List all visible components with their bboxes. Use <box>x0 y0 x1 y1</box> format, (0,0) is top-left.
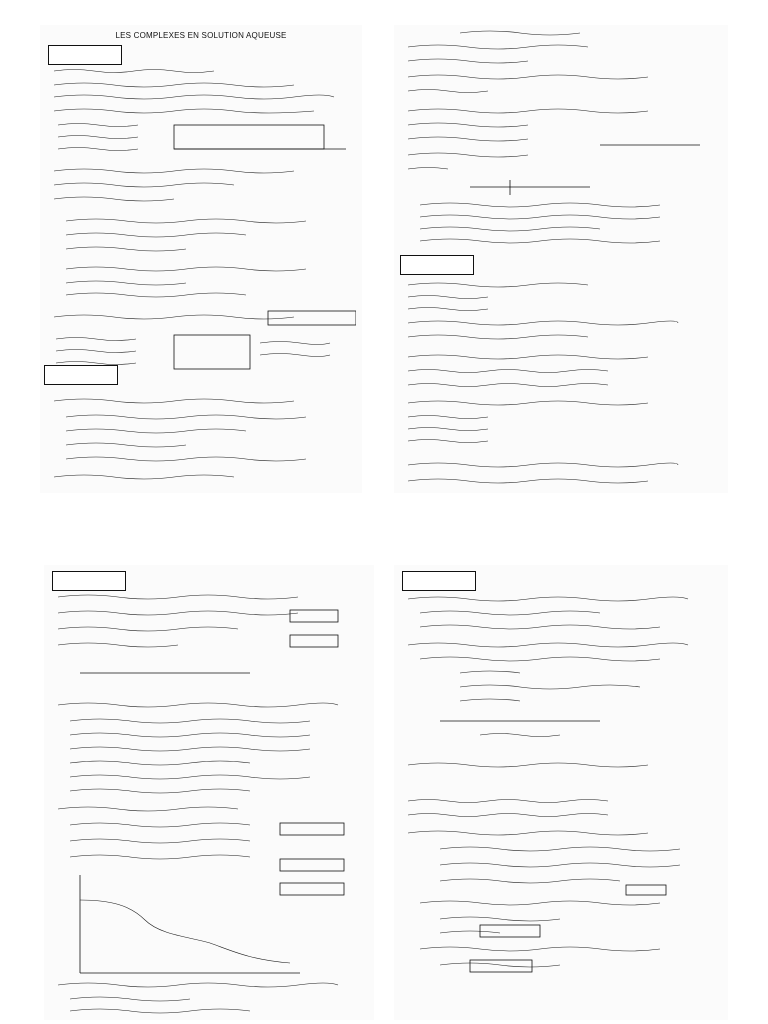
document-title: LES COMPLEXES EN SOLUTION AQUEUSE <box>115 31 287 40</box>
handwritten-solution <box>46 25 356 493</box>
handwritten-solution <box>400 25 722 493</box>
scan-page-4 <box>394 565 728 1020</box>
handwritten-solution <box>400 565 722 1020</box>
scan-page-2 <box>394 25 728 493</box>
handwritten-solution <box>50 565 368 1020</box>
scan-page-1 <box>40 25 362 493</box>
scan-page-3 <box>44 565 374 1020</box>
